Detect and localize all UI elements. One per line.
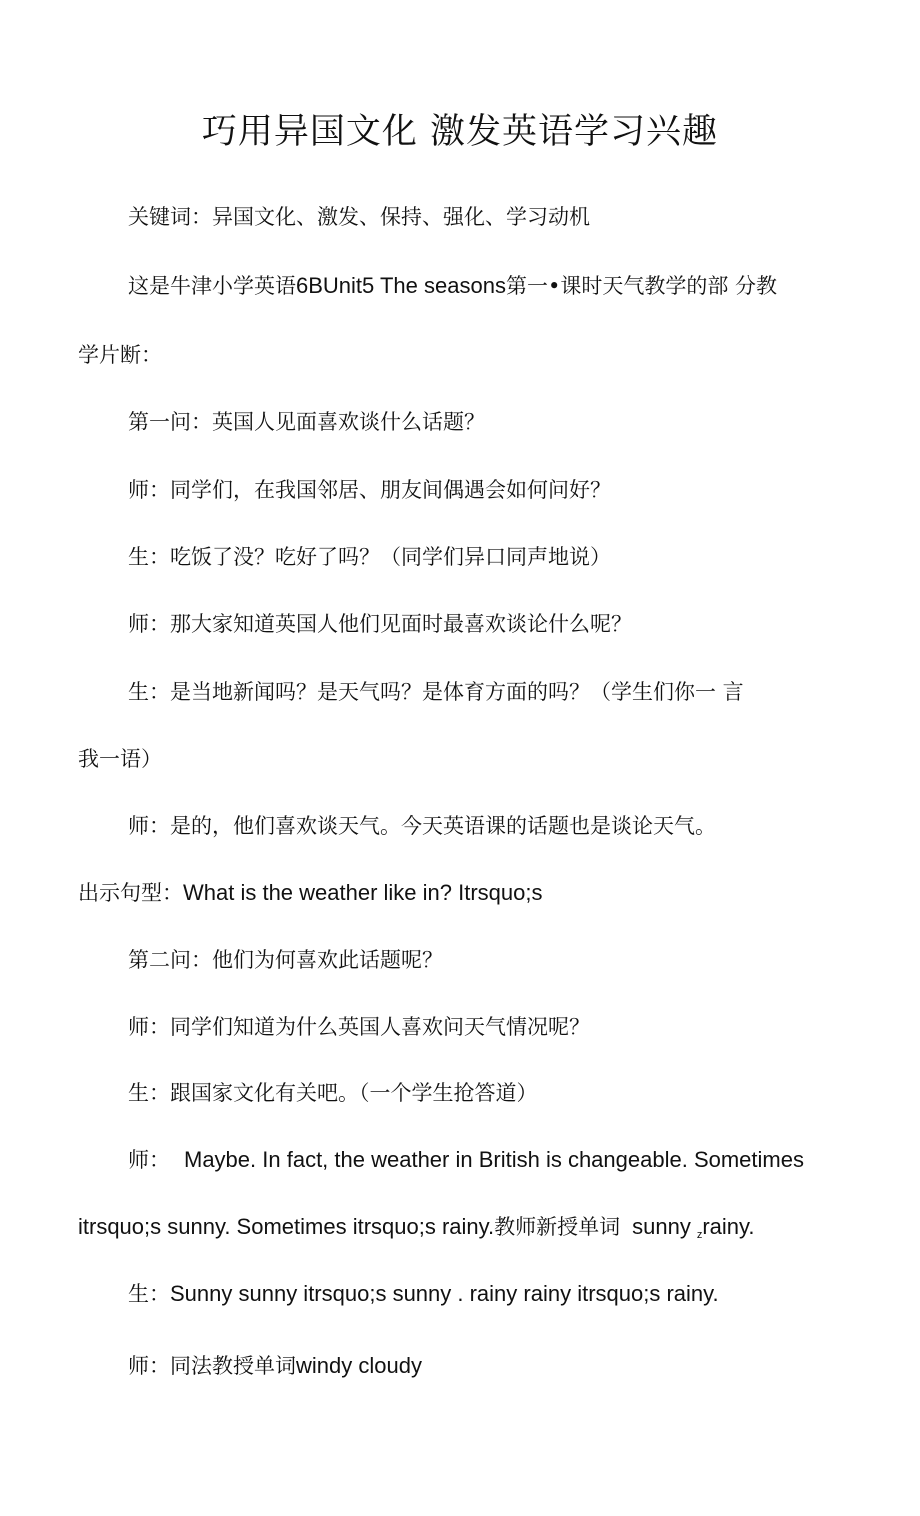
pattern-sentence: What is the weather like in? Itrsquo;s bbox=[183, 880, 543, 905]
sentence-pattern bbox=[78, 876, 543, 910]
keywords-line: 关键词：异国文化、激发、保持、强化、学习动机 bbox=[128, 205, 590, 229]
new-words-label: 教师新授单词 bbox=[494, 1215, 621, 1239]
student-line-2b: 我一语） bbox=[78, 747, 162, 771]
teacher-line-4: 师：同学们知道为什么英国人喜欢问天气情况呢？ bbox=[128, 1015, 590, 1039]
teacher-line-5b bbox=[78, 1210, 755, 1252]
stray-subscript: z bbox=[696, 1229, 703, 1241]
intro-paragraph-line-1 bbox=[128, 269, 777, 303]
teacher-english-1: Maybe. In fact, the weather in British is changeable. Sometimes bbox=[184, 1147, 804, 1172]
student-line-2a: 生：是当地新闻吗？是天气吗？是体育方面的吗？（学生们你一 言 bbox=[128, 680, 744, 704]
words-windy-cloudy: windy cloudy bbox=[296, 1353, 422, 1378]
question-2: 第二问：他们为何喜欢此话题呢？ bbox=[128, 948, 443, 972]
student-line-3: 生：跟国家文化有关吧。（一个学生抢答道） bbox=[128, 1081, 538, 1105]
student-line-1: 生：吃饭了没？吃好了吗？（同学们异口同声地说） bbox=[128, 545, 611, 569]
intro-zh-part: 这是牛津小学英语 bbox=[128, 274, 296, 298]
teacher-line-2: 师：那大家知道英国人他们见面时最喜欢谈论什么呢？ bbox=[128, 612, 632, 636]
pattern-label: 出示句型： bbox=[78, 881, 183, 905]
student-label: 生： bbox=[128, 1282, 170, 1306]
teacher-line-5a bbox=[128, 1143, 804, 1177]
document-title: 巧用异国文化 激发英语学习兴趣 bbox=[201, 112, 719, 152]
intro-zh-part-2: 第一•课时天气教学的部 分教 bbox=[505, 274, 778, 298]
word-sunny: sunny bbox=[632, 1214, 691, 1239]
teacher-line-3: 师：是的，他们喜欢谈天气。今天英语课的话题也是谈论天气。 bbox=[128, 814, 716, 838]
intro-paragraph-line-2: 学片断： bbox=[78, 343, 162, 367]
intro-unit-name: 6BUnit5 The seasons bbox=[296, 273, 506, 298]
student-line-4 bbox=[128, 1277, 719, 1311]
teacher-method-label: 师：同法教授单词 bbox=[128, 1354, 296, 1378]
word-rainy: rainy. bbox=[702, 1214, 755, 1239]
teacher-english-2: itrsquo;s sunny. Sometimes itrsquo;s rainy. bbox=[78, 1214, 495, 1239]
teacher-line-6 bbox=[128, 1349, 422, 1383]
question-1: 第一问：英国人见面喜欢谈什么话题？ bbox=[128, 410, 485, 434]
teacher-label: 师： bbox=[128, 1148, 170, 1172]
teacher-line-1: 师：同学们，在我国邻居、朋友间偶遇会如何问好？ bbox=[128, 478, 611, 502]
student-chant: Sunny sunny itrsquo;s sunny . rainy rainy itrsquo;s rainy. bbox=[170, 1281, 719, 1306]
